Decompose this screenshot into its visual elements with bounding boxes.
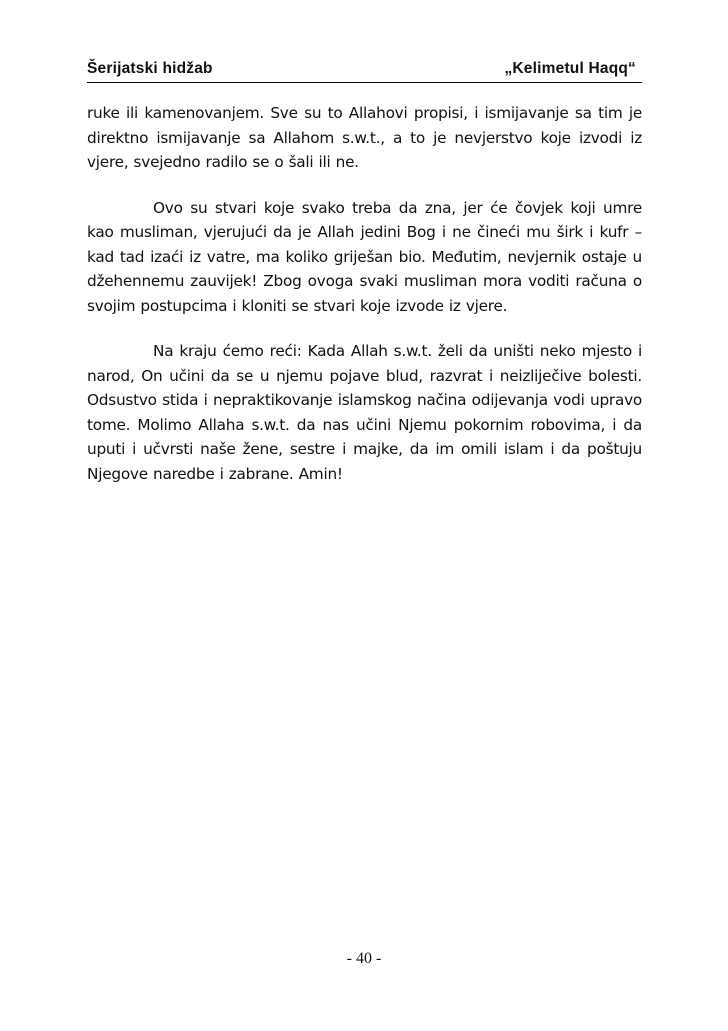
header-book-title: Šerijatski hidžab xyxy=(87,60,213,77)
paragraph-continuation: ruke ili kamenovanjem. Sve su to Allahovi propisi, i ismijavanje sa tim je direktno ismijavanje sa Allahom s.w.t., a to je nevjerstvo koje izvodi iz vjere, svejedno radilo se o šali ili ne. xyxy=(87,104,642,171)
page-body xyxy=(87,101,642,507)
page-header xyxy=(87,60,642,83)
paragraph-conclusion: Na kraju ćemo reći: Kada Allah s.w.t. želi da uništi neko mjesto i narod, On učini da se u njemu pojave blud, razvrat i neizliječive bolesti. Odsustvo stida i nepraktikovanje islamskog načina odijevanja vodi upravo tome. Molimo Allaha s.w.t. da nas učini Njemu pokornim robovima, i da uputi i učvrsti naše žene, sestre i majke, da im omili islam i da poštuju Njegove naredbe i zabrane. Amin! xyxy=(87,342,642,483)
paragraph: Ovo su stvari koje svako treba da zna, jer će čovjek koji umre kao musliman, vjerujući da je Allah jedini Bog i ne čineći mu širk i kufr – kad tad izaći iz vatre, ma koliko griješan bio. Međutim, nevjernik ostaje u džehennemu zauvijek! Zbog ovoga svaki musliman mora voditi računa o svojim postupcima i kloniti se stvari koje izvode iz vjere. xyxy=(87,198,642,315)
page-number: - 40 - xyxy=(346,950,382,967)
header-publisher: „Kelimetul Haqq“ xyxy=(504,60,636,77)
